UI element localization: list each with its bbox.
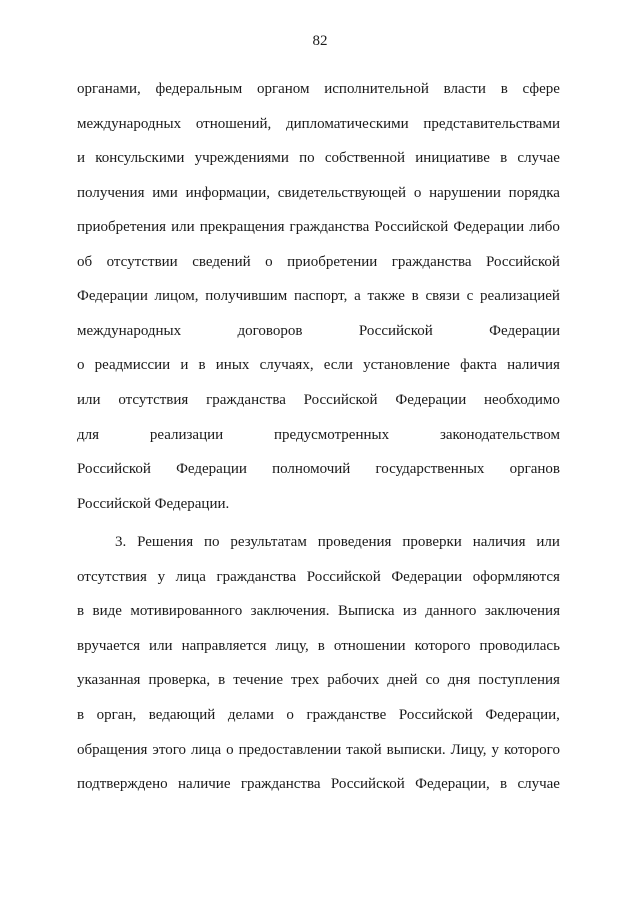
word: по <box>203 534 220 550</box>
word: проводилась <box>479 638 560 654</box>
word: или <box>171 219 195 235</box>
word: ими <box>152 185 178 201</box>
text-line-last: Российской Федерации. <box>77 496 230 512</box>
word: выписки. <box>386 742 446 758</box>
word: если <box>323 357 353 373</box>
word: учреждениями <box>194 150 289 166</box>
word: делами <box>227 707 274 723</box>
word: исполнительной <box>324 81 429 97</box>
word: о <box>77 357 85 373</box>
word: гражданства <box>216 569 297 585</box>
text-line <box>77 148 560 168</box>
word: в <box>218 672 226 688</box>
word: проверки <box>402 534 462 550</box>
word: мотивированного <box>130 603 243 619</box>
word: в <box>500 150 508 166</box>
word: порядка <box>508 185 560 201</box>
word: данного <box>425 603 477 619</box>
word: прекращения <box>199 219 285 235</box>
word: наличия <box>507 357 560 373</box>
word: Федерации <box>489 323 560 339</box>
word: подтверждено <box>77 776 168 792</box>
word: направляется <box>181 638 267 654</box>
word: или <box>536 534 560 550</box>
word: лицом, <box>154 288 199 304</box>
text-line <box>77 705 560 725</box>
word: отношении <box>333 638 406 654</box>
word: Российской <box>358 323 433 339</box>
text-line <box>77 79 560 99</box>
word: полномочий <box>272 461 351 477</box>
word: 3. <box>115 534 127 550</box>
word: течение <box>233 672 283 688</box>
word: сведений <box>192 254 251 270</box>
word: этого <box>152 742 186 758</box>
word: у <box>157 569 166 585</box>
word: или <box>77 392 101 408</box>
word: случаях, <box>259 357 314 373</box>
word: Решения <box>137 534 194 550</box>
word: договоров <box>237 323 303 339</box>
word: Российской <box>330 776 405 792</box>
text-line <box>77 774 560 794</box>
word: такой <box>346 742 382 758</box>
word: проверка, <box>148 672 211 688</box>
text-line <box>77 636 560 656</box>
word: результатам <box>230 534 307 550</box>
word: Российской <box>486 254 560 270</box>
word: получения <box>77 185 145 201</box>
word: случае <box>517 776 560 792</box>
word: также <box>367 288 405 304</box>
word: иных <box>215 357 250 373</box>
word: вручается <box>77 638 141 654</box>
word: необходимо <box>484 392 560 408</box>
word: консульскими <box>95 150 185 166</box>
text-line <box>77 183 560 203</box>
word: обращения <box>77 742 148 758</box>
word: приобретении <box>287 254 378 270</box>
word: факта <box>460 357 497 373</box>
word: для <box>77 427 100 443</box>
word: Федерации <box>395 392 467 408</box>
word: приобретения <box>77 219 167 235</box>
word: Российской <box>303 392 378 408</box>
word: указанная <box>77 672 141 688</box>
word: реадмиссии <box>94 357 171 373</box>
word: гражданства <box>240 776 321 792</box>
text-line <box>77 670 560 690</box>
word: о <box>286 707 294 723</box>
word: государственных <box>375 461 485 477</box>
word: Федерации, <box>485 707 560 723</box>
word: Федерации <box>453 219 525 235</box>
text-line <box>77 390 560 410</box>
word: инициативе <box>415 150 490 166</box>
word: лица <box>175 569 206 585</box>
word: о <box>413 185 422 201</box>
word: дня <box>447 672 471 688</box>
word: наличия <box>472 534 526 550</box>
word: реализации <box>149 427 224 443</box>
word: Федерации, <box>415 776 490 792</box>
text-line <box>115 532 560 552</box>
word: получившим <box>205 288 288 304</box>
text-line <box>77 355 560 375</box>
word: в <box>198 357 206 373</box>
word: гражданства <box>206 392 286 408</box>
word: ведающий <box>148 707 216 723</box>
word: Федерации <box>176 461 247 477</box>
word: федеральным <box>155 81 243 97</box>
word: органами, <box>77 81 141 97</box>
word: Российской <box>306 569 381 585</box>
word: в <box>500 81 508 97</box>
text-line <box>77 425 560 445</box>
text-line <box>77 459 560 479</box>
word: в <box>317 638 325 654</box>
word: органов <box>509 461 560 477</box>
word: паспорт, <box>294 288 348 304</box>
word: лицу, <box>275 638 309 654</box>
word: которого <box>414 638 471 654</box>
word: Лицу, <box>450 742 487 758</box>
word: наличие <box>177 776 231 792</box>
word: отсутствия <box>77 569 147 585</box>
word: отношений, <box>195 116 272 132</box>
word: предусмотренных <box>274 427 390 443</box>
word: международных <box>77 323 182 339</box>
word: предоставлении <box>238 742 342 758</box>
word: связи <box>425 288 460 304</box>
word: гражданстве <box>306 707 387 723</box>
word: рабочих <box>327 672 380 688</box>
word: гражданства <box>391 254 472 270</box>
word: в <box>77 603 85 619</box>
word: в <box>411 288 419 304</box>
word: Федерации <box>391 569 463 585</box>
text-line <box>77 252 560 272</box>
word: в <box>500 776 508 792</box>
word: со <box>425 672 440 688</box>
word: собственной <box>324 150 406 166</box>
text-line <box>77 740 560 760</box>
word: заключения. <box>250 603 330 619</box>
word: об <box>77 254 93 270</box>
word: орган, <box>96 707 137 723</box>
word: заключения <box>484 603 560 619</box>
word: о <box>226 742 234 758</box>
word: законодательством <box>439 427 560 443</box>
word: или <box>149 638 173 654</box>
word: лица <box>190 742 222 758</box>
word: дипломатическими <box>285 116 409 132</box>
word: а <box>354 288 361 304</box>
word: и <box>180 357 189 373</box>
page-number: 82 <box>312 33 328 49</box>
word: с <box>466 288 474 304</box>
word: проведения <box>317 534 392 550</box>
word: установление <box>363 357 450 373</box>
word: поступления <box>478 672 560 688</box>
word: по <box>299 150 315 166</box>
text-line <box>77 567 560 587</box>
word: оформляются <box>472 569 560 585</box>
word: либо <box>529 219 560 235</box>
word: из <box>402 603 417 619</box>
word: случае <box>517 150 560 166</box>
word: представительствами <box>423 116 560 132</box>
word: трех <box>291 672 320 688</box>
word: отсутствии <box>106 254 178 270</box>
word: дней <box>387 672 418 688</box>
word: в <box>77 707 85 723</box>
word: Федерации <box>77 288 148 304</box>
word: международных <box>77 116 182 132</box>
word: Российской <box>77 461 151 477</box>
word: свидетельствующей <box>277 185 407 201</box>
word: Выписка <box>337 603 395 619</box>
word: которого <box>504 742 560 758</box>
word: и <box>77 150 86 166</box>
word: нарушении <box>429 185 501 201</box>
text-line <box>77 601 560 621</box>
text-line <box>77 114 560 134</box>
word: виде <box>92 603 122 619</box>
word: Российской <box>374 219 449 235</box>
word: о <box>265 254 273 270</box>
word: отсутствия <box>118 392 189 408</box>
word: власти <box>443 81 486 97</box>
word: Российской <box>398 707 473 723</box>
word: информации, <box>185 185 270 201</box>
word: сфере <box>522 81 560 97</box>
text-line <box>77 286 560 306</box>
word: гражданства <box>289 219 370 235</box>
text-line <box>77 217 560 237</box>
word: органом <box>256 81 310 97</box>
word: у <box>491 742 500 758</box>
text-line <box>77 321 560 341</box>
word: реализацией <box>479 288 560 304</box>
